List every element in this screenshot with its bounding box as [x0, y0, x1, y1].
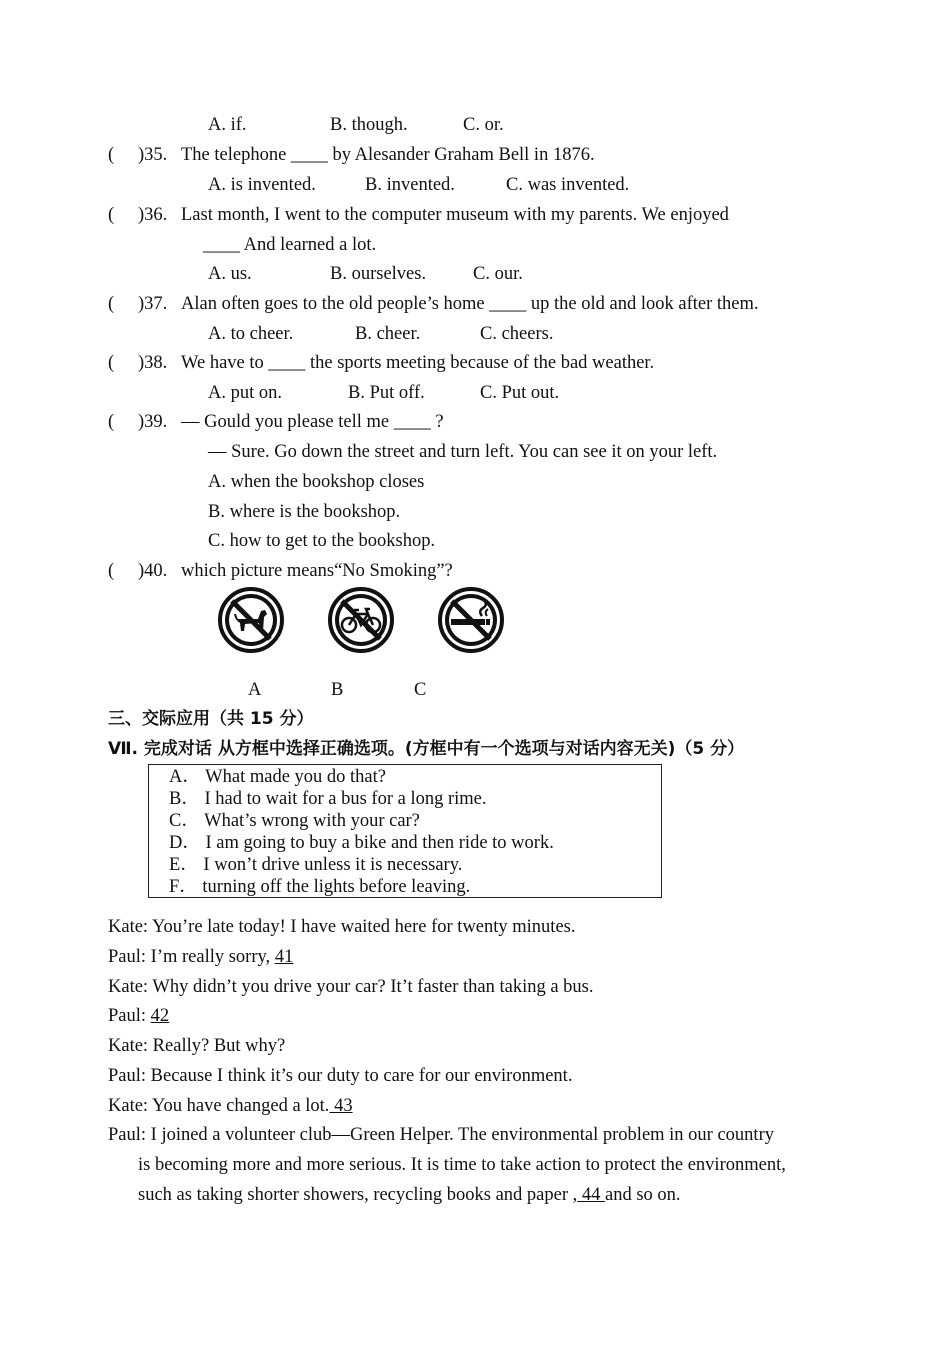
question-text-continued: ____ And learned a lot.: [203, 235, 377, 255]
box-option-f: F． turning off the lights before leaving.: [169, 877, 471, 897]
box-option-b: B． I had to wait for a bus for a long rime.: [169, 789, 487, 809]
options-box: [148, 764, 662, 898]
blank-42[interactable]: 42: [150, 1006, 170, 1026]
dialogue-line: such as taking shorter showers, recycling books and paper , 44 and so on.: [138, 1185, 681, 1205]
dialogue-line: Paul: I joined a volunteer club—Green Helper. The environmental problem in our country: [108, 1125, 774, 1145]
dialogue-line: is becoming more and more serious. It is time to take action to protect the environment,: [138, 1155, 786, 1175]
no-bicycles-sign-icon: [328, 587, 394, 653]
question-response: — Sure. Go down the street and turn left. You can see it on your left.: [208, 442, 718, 462]
option-b: B. invented.: [365, 175, 455, 195]
question-text: — Gould you please tell me ____ ?: [181, 412, 444, 432]
question-text: Last month, I went to the computer museum with my parents. We enjoyed: [181, 205, 729, 225]
option-b: B. cheer.: [355, 324, 421, 344]
option-c: C. cheers.: [480, 324, 554, 344]
answer-paren: (: [108, 145, 115, 165]
option-a: A. us.: [208, 264, 252, 284]
question-number: )40.: [138, 561, 168, 581]
option-c: C. Put out.: [480, 383, 560, 403]
answer-paren: (: [108, 353, 115, 373]
sign-label-b: B: [331, 680, 344, 700]
dialogue-line: Paul: 42: [108, 1006, 170, 1026]
question-number: )35.: [138, 145, 168, 165]
option-b: B. ourselves.: [330, 264, 427, 284]
question-number: )39.: [138, 412, 168, 432]
question-number: )38.: [138, 353, 168, 373]
blank-43[interactable]: 43: [329, 1096, 353, 1116]
section-title: 三、交际应用（共 15 分）: [108, 709, 314, 729]
option-a: A. when the bookshop closes: [208, 472, 425, 492]
question-text: Alan often goes to the old people’s home ____ up the old and look after them.: [181, 294, 759, 314]
dialogue-line: Paul: I’m really sorry, 41: [108, 947, 294, 967]
option-a: A. put on.: [208, 383, 282, 403]
option-c: C. our.: [473, 264, 523, 284]
sign-label-c: C: [414, 680, 427, 700]
question-number: )36.: [138, 205, 168, 225]
answer-paren: (: [108, 294, 115, 314]
answer-paren: (: [108, 561, 115, 581]
answer-paren: (: [108, 205, 115, 225]
option-b: B. Put off.: [348, 383, 425, 403]
dialogue-line: Kate: You have changed a lot. 43: [108, 1096, 353, 1116]
blank-44[interactable]: 44: [577, 1185, 606, 1205]
blank-41[interactable]: 41: [274, 947, 294, 967]
question-number: )37.: [138, 294, 168, 314]
dialogue-line: Kate: You’re late today! I have waited here for twenty minutes.: [108, 917, 576, 937]
q34-option-c: C. or.: [463, 115, 504, 135]
option-c: C. how to get to the bookshop.: [208, 531, 436, 551]
dialogue-line: Kate: Why didn’t you drive your car? It’t faster than taking a bus.: [108, 977, 594, 997]
option-c: C. was invented.: [506, 175, 630, 195]
q34-option-a: A. if.: [208, 115, 247, 135]
dialogue-line: Paul: Because I think it’s our duty to care for our environment.: [108, 1066, 573, 1086]
q34-option-b: B. though.: [330, 115, 408, 135]
option-b: B. where is the bookshop.: [208, 502, 401, 522]
no-smoking-sign-icon: [438, 587, 504, 653]
sign-label-a: A: [248, 680, 262, 700]
no-dogs-sign-icon: [218, 587, 284, 653]
answer-paren: (: [108, 412, 115, 432]
option-a: A. to cheer.: [208, 324, 294, 344]
question-text: We have to ____ the sports meeting because of the bad weather.: [181, 353, 655, 373]
question-text: The telephone ____ by Alesander Graham Bell in 1876.: [181, 145, 595, 165]
box-option-c: C． What’s wrong with your car?: [169, 811, 420, 831]
option-a: A. is invented.: [208, 175, 316, 195]
question-text: which picture means“No Smoking”?: [181, 561, 453, 581]
box-option-e: E． I won’t drive unless it is necessary.: [169, 855, 463, 875]
dialogue-line: Kate: Really? But why?: [108, 1036, 286, 1056]
box-option-d: D． I am going to buy a bike and then ride to work.: [169, 833, 554, 853]
box-option-a: A． What made you do that?: [169, 767, 386, 787]
section-instructions: Ⅶ. 完成对话 从方框中选择正确选项。(方框中有一个选项与对话内容无关)（5 分）: [108, 739, 745, 759]
